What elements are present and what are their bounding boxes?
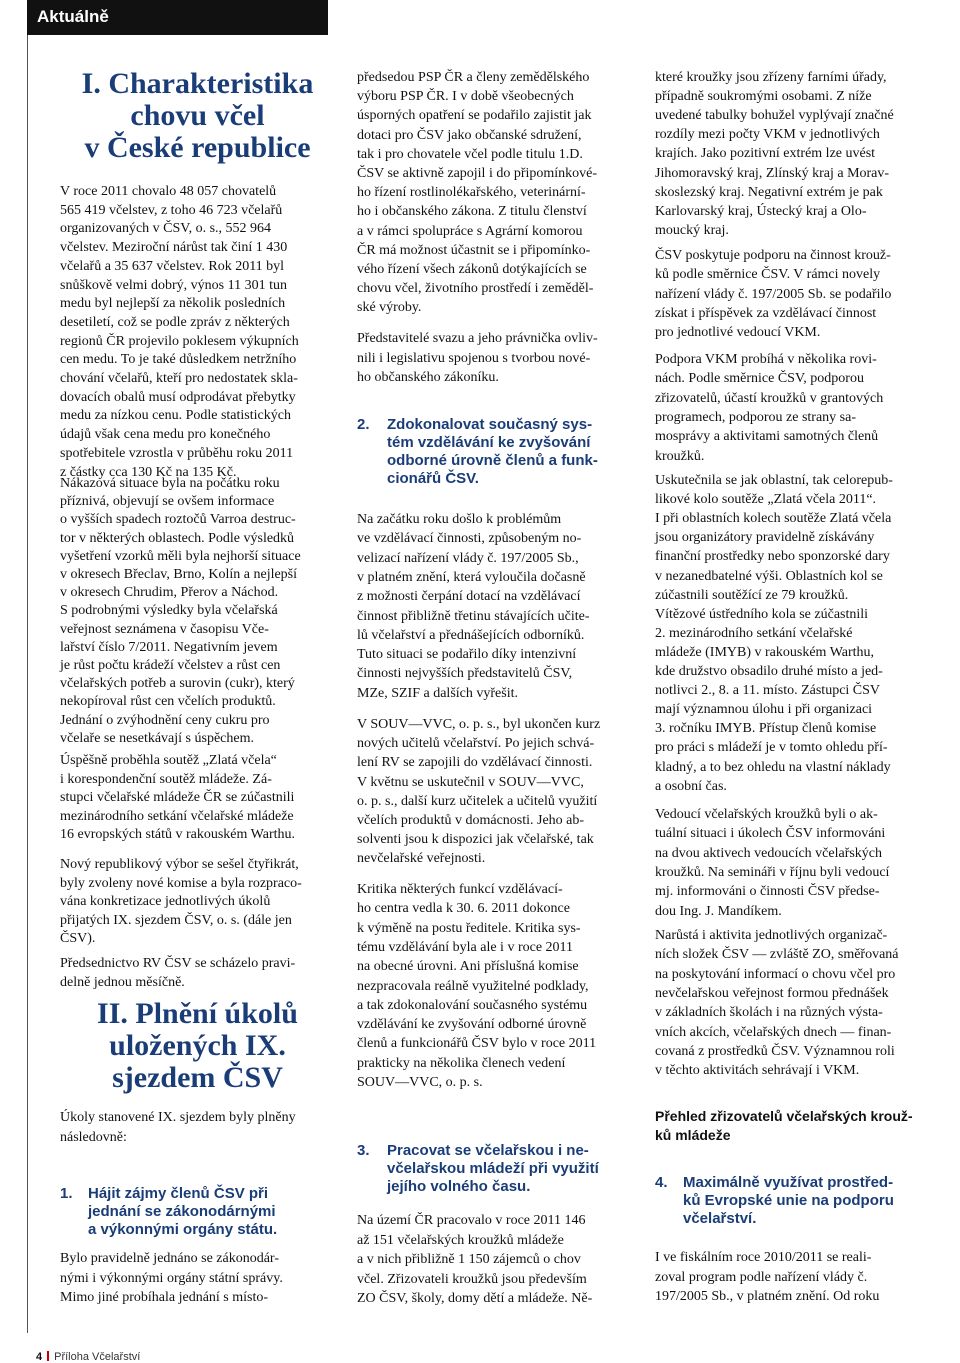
text-line: finanční prostředky nebo sponzorské dary xyxy=(655,549,890,565)
text-line: včelích produktů v domácnosti. Jeho ab- xyxy=(357,813,585,828)
text-line: tak i pro chovatele včel podle titulu 1.D. xyxy=(357,146,583,162)
text-line: nými i výkonnými orgány státní správy. xyxy=(60,1270,283,1286)
text-line: delně jednou měsíčně. xyxy=(60,974,185,990)
text-line: včelaře se nesetkávají s úspěchem. xyxy=(60,730,254,746)
text-line: včelstev. Meziroční nárůst tak činí 1 430 xyxy=(60,240,288,256)
text-line: mj. informováni o činnosti ČSV předse- xyxy=(655,884,880,900)
text-line: dovacích obalů musí odprodávat přebytky xyxy=(60,389,296,405)
heading-2 xyxy=(60,998,335,1094)
text-line: pro jednotlivé vedoucí VKM. xyxy=(655,325,821,341)
subheading-line: včelařství. xyxy=(683,1210,757,1227)
text-line: nových učitelů včelařství. Po jejich schvá- xyxy=(357,736,595,752)
heading-1-line: v České republice xyxy=(84,131,311,164)
text-line: velizací nařízení vlády č. 197/2005 Sb., xyxy=(357,550,579,566)
text-line: z částky cca 130 Kč na 135 Kč. xyxy=(60,464,237,480)
text-line: Úkoly stanovené IX. sjezdem byly plněny xyxy=(60,1110,296,1125)
text-line: Jednání o zvýhodnění ceny cukru pro xyxy=(60,712,270,728)
text-line: V SOUV—VVC, o. p. s., byl ukončen kurz xyxy=(357,717,601,732)
text-line: a v nich přibližně 1 150 zájemců o chov xyxy=(357,1252,581,1267)
text-line: ve vzdělávací činnosti, způsobeným no- xyxy=(357,531,582,547)
text-line: včelařů a 35 637 včelstev. Rok 2011 byl xyxy=(60,258,285,274)
text-line: 16 evropských států v rakouském Warthu. xyxy=(60,827,296,842)
subheading-line: ků Evropské unie na podporu xyxy=(683,1192,894,1209)
text-line: kroužků. xyxy=(655,448,705,464)
text-line: až 151 včelařských kroužků mládeže xyxy=(357,1232,564,1248)
heading-1 xyxy=(60,68,335,164)
text-line: kde družstvo obsadilo druhé místo a jed- xyxy=(655,664,883,679)
text-line: k výměně na postu ředitele. Kritika sys- xyxy=(357,920,581,936)
text-line: Bylo pravidelně jednáno se zákonodár- xyxy=(60,1251,279,1266)
text-line: vána konkretizace jednotlivých úkolů xyxy=(60,894,271,909)
text-line: včelařských potřeb a surovin (cukr), který xyxy=(60,676,295,692)
subheading-number: 1. xyxy=(60,1185,73,1202)
text-line: Nákazová situace byla na počátku roku xyxy=(60,476,280,491)
text-line: nách. Podle směrnice ČSV, podporou xyxy=(655,371,864,387)
text-line: regionů ČR projevilo poklesem výkupních xyxy=(60,333,299,349)
text-line: V květnu se uskutečnil v SOUV—VVC, xyxy=(357,774,584,790)
text-line: chovu včel, životního prostředí i zeměděl- xyxy=(357,281,594,297)
text-line: jsou organizátory pravidelně získávány xyxy=(655,530,875,546)
text-line: spotřebitele vzrostla v průběhu roku 2011 xyxy=(60,445,294,461)
text-line: Narůstá i aktivita jednotlivých organizač- xyxy=(655,928,888,943)
text-line: byly zvoleny nové komise a byla rozpraco- xyxy=(60,875,302,891)
text-line: 197/2005 Sb., v platném znění. Od roku xyxy=(655,1289,880,1304)
text-line: ho centra vedla k 30. 6. 2011 dokonce xyxy=(357,901,570,917)
subheading-number: 3. xyxy=(357,1142,370,1159)
text-line: činnosti nejvyšších představitelů ČSV, xyxy=(357,666,573,682)
text-line: chování včelařů, kteří pro nedostatek skla- xyxy=(60,371,298,386)
text-line: snůškově velmi dobrý, výnos 11 301 tun xyxy=(60,277,287,293)
text-line: činnost přibližně třetinu stávajících učite- xyxy=(357,608,590,624)
footer-divider xyxy=(47,1351,49,1361)
table-title-line: Přehled zřizovatelů včelařských krouž- xyxy=(655,1108,913,1124)
text-line: Kritika některých funkcí vzdělávací- xyxy=(357,882,563,897)
text-line: nili i legislativu spojenou s tvorbou nové- xyxy=(357,350,591,366)
text-line: příznivá, objevují se ovšem informace xyxy=(60,494,275,510)
text-line: zřizovatelů, účastí kroužků v grantových xyxy=(655,390,884,406)
text-line: dotaci pro ČSV jako občanské sdružení, xyxy=(357,127,582,143)
text-line: ČR má možnost účastnit se i připomínko- xyxy=(357,242,591,258)
text-line: úsporných opatření se podařilo zajistit jak xyxy=(357,108,592,124)
text-line: pro práci s mládeží je v tomto ohledu pří- xyxy=(655,740,888,756)
text-line: ské výroby. xyxy=(357,300,422,316)
text-line: 2. mezinárodního setkání včelařské xyxy=(655,625,853,641)
text-line: I při oblastních kolech soutěže Zlatá včela xyxy=(655,511,892,527)
text-line: V roce 2011 chovalo 48 057 chovatelů xyxy=(60,184,277,199)
text-line: Mimo jiné probíhala jednání s místo- xyxy=(60,1290,269,1305)
subheading-line: včelařskou mládeží při využití xyxy=(387,1160,599,1177)
text-line: Nový republikový výbor se sešel čtyřikrát, xyxy=(60,857,299,872)
text-line: včel. Zřizovateli kroužků jsou především xyxy=(357,1271,587,1287)
text-line: je růst počtu krádeží včelstev a růst cen xyxy=(60,658,281,673)
section-label: Aktuálně xyxy=(37,7,109,26)
text-line: cen medu. To je také důsledkem netržního xyxy=(60,352,297,368)
text-line: zoval program podle nařízení vlády č. xyxy=(655,1269,868,1285)
text-line: moucký kraj. xyxy=(655,222,729,238)
text-line: lení RV se zapojili do vzdělávací činnosti. xyxy=(357,755,593,771)
heading-2-line: sjezdem ČSV xyxy=(112,1061,283,1094)
text-line: skoslezský kraj. Negativní extrém je pak xyxy=(655,184,883,200)
text-line: ních složek ČSV — zvláště ZO, směřovaná xyxy=(655,947,899,963)
text-line: S podrobnými výsledky byla včelařská xyxy=(60,603,278,619)
text-line: Představitelé svazu a jeho právnička ovliv- xyxy=(357,331,598,346)
text-line: v těchto aktivitách sehrávají i VKM. xyxy=(655,1063,860,1079)
subheading-line: Maximálně využívat prostřed- xyxy=(683,1174,894,1191)
heading-2-line: uložených IX. xyxy=(109,1029,286,1062)
text-line: rozdíly mezi počty VKM v jednotlivých xyxy=(655,127,880,143)
subheading-line: jejího volného času. xyxy=(387,1178,531,1195)
text-line: Jihomoravský kraj, Zlínský kraj a Morav- xyxy=(655,165,890,181)
text-line: likové kolo soutěže „Zlatá včela 2011“. xyxy=(655,492,877,508)
text-line: případně soukromými osobami. Z níže xyxy=(655,89,872,105)
text-line: Úspěšně proběhla soutěž „Zlatá včela“ xyxy=(60,753,277,768)
text-line: nevčelařské veřejnosti. xyxy=(357,851,486,867)
text-line: Na začátku roku došlo k problémům xyxy=(357,512,562,527)
text-line: následovně: xyxy=(60,1130,127,1145)
text-line: které kroužky jsou zřízeny farními úřady, xyxy=(655,70,887,85)
subheading-line: tém vzdělávání ke zvyšování xyxy=(387,434,591,451)
subheading-line: Pracovat se včelařskou i ne- xyxy=(387,1142,589,1159)
text-line: vyšetření vzorků měli byla nejhorší situace xyxy=(60,548,301,564)
text-line: ho i občanského zákona. Z titulu členství xyxy=(357,204,587,220)
text-line: na obecné úrovni. Ani příslušná komise xyxy=(357,959,579,975)
text-line: získat i příspěvek za vzdělávací činnost xyxy=(655,305,877,321)
text-line: údajů však cena medu pro konečného xyxy=(60,427,271,443)
text-line: i korespondenční soutěž mládeže. Zá- xyxy=(60,771,272,787)
text-line: ZO ČSV, školy, domy dětí a mládeže. Ně- xyxy=(357,1291,593,1306)
text-line: I ve fiskálním roce 2010/2011 se reali- xyxy=(655,1250,872,1265)
text-line: zúčastnili soutěžící ze 79 kroužků. xyxy=(655,587,849,603)
text-line: ČSV poskytuje podporu na činnost krouž- xyxy=(655,248,891,263)
text-line: na dvou aktivech vedoucích včelařských xyxy=(655,845,883,861)
text-line: lařství číslo 7/2011. Negativním jevem xyxy=(60,639,278,655)
text-line: stupci včelařské mládeže ČR se zúčastnili xyxy=(60,790,295,805)
text-line: solventi jsou k dispozici jak včelařské, tak xyxy=(357,832,594,848)
text-line: o. p. s., další kurz učitelek a učitelů využití xyxy=(357,793,598,809)
page-number: 4 xyxy=(36,1351,43,1363)
subheading-line: Zdokonalovat současný sys- xyxy=(387,416,593,433)
text-line: Předsednictvo RV ČSV se scházelo pravi- xyxy=(60,956,296,971)
text-line: kroužků. Na semináři v říjnu byli vedoucí xyxy=(655,864,890,880)
subheading-number: 2. xyxy=(357,416,370,433)
text-line: v základních školách i na různých výsta- xyxy=(655,1005,883,1021)
text-line: covaná z prostředků ČSV. Významnou roli xyxy=(655,1043,895,1059)
text-line: medu za nízkou cenu. Podle statistických xyxy=(60,408,291,424)
text-line: tuální situaci i úkolech ČSV informováni xyxy=(655,826,886,842)
subheading-line: Hájit zájmy členů ČSV při xyxy=(88,1185,269,1202)
text-line: vého řízení všech zákonů dotýkajících se xyxy=(357,262,587,277)
text-line: Uskutečnila se jak oblastní, tak celorepub- xyxy=(655,473,893,488)
text-line: vzdělávání ke zvyšování odborné úrovně xyxy=(357,1017,587,1033)
text-line: nekopíroval růst cen včelích produktů. xyxy=(60,694,276,710)
text-line: ČSV). xyxy=(60,931,96,946)
heading-1-line: chovu včel xyxy=(130,99,265,132)
text-line: mezinárodního setkání včelařské mládeže xyxy=(60,808,294,824)
text-line: mají významnou úlohu i při organizaci xyxy=(655,702,873,718)
publication-name: Příloha Včelařství xyxy=(54,1351,141,1363)
text-line: mosprávy a aktivitami samotných členů xyxy=(655,429,879,445)
text-line: Podpora VKM probíhá v několika rovi- xyxy=(655,352,877,367)
text-line: programech, podporou ze strany sa- xyxy=(655,409,856,425)
text-line: medu byl nejlepší za několik posledních xyxy=(60,296,286,312)
text-line: krajích. Jako pozitivní extrém lze uvést xyxy=(655,146,876,162)
text-line: v okresech Břeclav, Brno, Kolín a nejlepší xyxy=(60,567,298,582)
subheading-line: odborné úrovně členů a funk- xyxy=(387,452,598,469)
text-line: mládeže (IMYB) v rakouském Warthu, xyxy=(655,644,875,660)
subheading-line: cionářů ČSV. xyxy=(387,470,479,487)
text-line: organizovaných v ČSV, o. s., 552 964 xyxy=(60,221,272,237)
text-line: členů a funkcionářů ČSV bylo v roce 2011 xyxy=(357,1036,597,1052)
text-line: Tuto situaci se podařilo díky intenzivní xyxy=(357,647,577,663)
text-line: v platném znění, která vyloučila dočasně xyxy=(357,569,586,585)
page-footer xyxy=(36,1351,140,1363)
text-line: veřejnost seznámena v časopisu Vče- xyxy=(60,621,269,637)
text-line: Vedoucí včelařských kroužků byli o ak- xyxy=(655,807,878,822)
text-line: výboru PSP ČR. I v době všeobecných xyxy=(357,89,574,105)
text-line: přijatých IX. sjezdem ČSV, o. s. (dále jen xyxy=(60,912,292,928)
text-line: ČSV se aktivně zapojil i do připomínkové- xyxy=(357,166,598,181)
text-line: prakticky na několika členech vedení xyxy=(357,1055,566,1071)
heading-2-line: II. Plnění úkolů xyxy=(97,997,298,1030)
text-line: na poskytování informací o chovu včel pro xyxy=(655,966,896,982)
text-line: vních akcích, včelařských dnech — finan- xyxy=(655,1024,892,1040)
subheading-line: a výkonnými orgány státu. xyxy=(88,1221,278,1238)
text-line: uvedené tabulky bohužel vyplývají značné xyxy=(655,108,894,124)
text-line: Vítězové ústředního kola se zúčastnili xyxy=(655,606,869,622)
section-header-bar xyxy=(27,0,328,35)
text-line: o vyšších spadech roztočů Varroa destruc- xyxy=(60,512,296,528)
text-line: tému vzdělávání byla ale i v roce 2011 xyxy=(357,939,574,955)
text-line: lů včelařství a přednášejících odborníků. xyxy=(357,627,585,643)
text-line: kladný, a to bez ohledu na vlastní náklady xyxy=(655,759,891,775)
text-line: notlivci 2., 8. a 11. místo. Zástupci ČSV xyxy=(655,683,881,699)
text-line: 3. ročníku IMYB. Přístup členů komise xyxy=(655,721,877,737)
text-line: nařízení vlády č. 197/2005 Sb. se podařilo xyxy=(655,286,892,302)
left-margin-rule xyxy=(27,35,28,1333)
text-line: tor v některých oblastech. Podle výsledků xyxy=(60,530,295,546)
text-line: z možnosti čerpání dotací na vzdělávací xyxy=(357,589,581,605)
text-line: dou Ing. J. Mandíkem. xyxy=(655,903,782,919)
table-title-line: ků mládeže xyxy=(655,1127,731,1143)
text-line: v nezanedbatelné výši. Oblastních kol se xyxy=(655,568,883,584)
text-line: 565 419 včelstev, z toho 46 723 včelařů xyxy=(60,202,283,218)
text-line: nevčelařskou veřejnost formou přednášek xyxy=(655,985,889,1001)
text-line: Na území ČR pracovalo v roce 2011 146 xyxy=(357,1213,586,1228)
text-line: desetiletí, což se podle zpráv z některých xyxy=(60,314,290,330)
text-line: MZe, SZIF a dalších vyřešit. xyxy=(357,685,518,701)
text-line: ků podle směrnice ČSV. V rámci novely xyxy=(655,267,881,283)
text-line: předsedou PSP ČR a členy zemědělského xyxy=(357,70,590,85)
text-line: SOUV—VVC, o. p. s. xyxy=(357,1075,483,1090)
text-line: a osobní čas. xyxy=(655,778,727,794)
text-line: nezpracovala reálně využitelné podklady, xyxy=(357,978,589,994)
text-line: ho občanského zákoníku. xyxy=(357,370,499,385)
text-line: a v rámci spolupráce s Agrární komorou xyxy=(357,223,583,239)
text-line: ho řízení rostlinolékařského, veterinární- xyxy=(357,185,586,201)
heading-1-line: I. Charakteristika xyxy=(81,67,314,100)
subheading-number: 4. xyxy=(655,1174,668,1191)
text-line: v okresech Chrudim, Přerov a Náchod. xyxy=(60,585,279,601)
subheading-line: jednání se zákonodárnými xyxy=(88,1203,276,1220)
text-line: a tak zdokonalování současného systému xyxy=(357,997,588,1013)
text-line: Karlovarský kraj, Ústecký kraj a Olo- xyxy=(655,203,867,219)
